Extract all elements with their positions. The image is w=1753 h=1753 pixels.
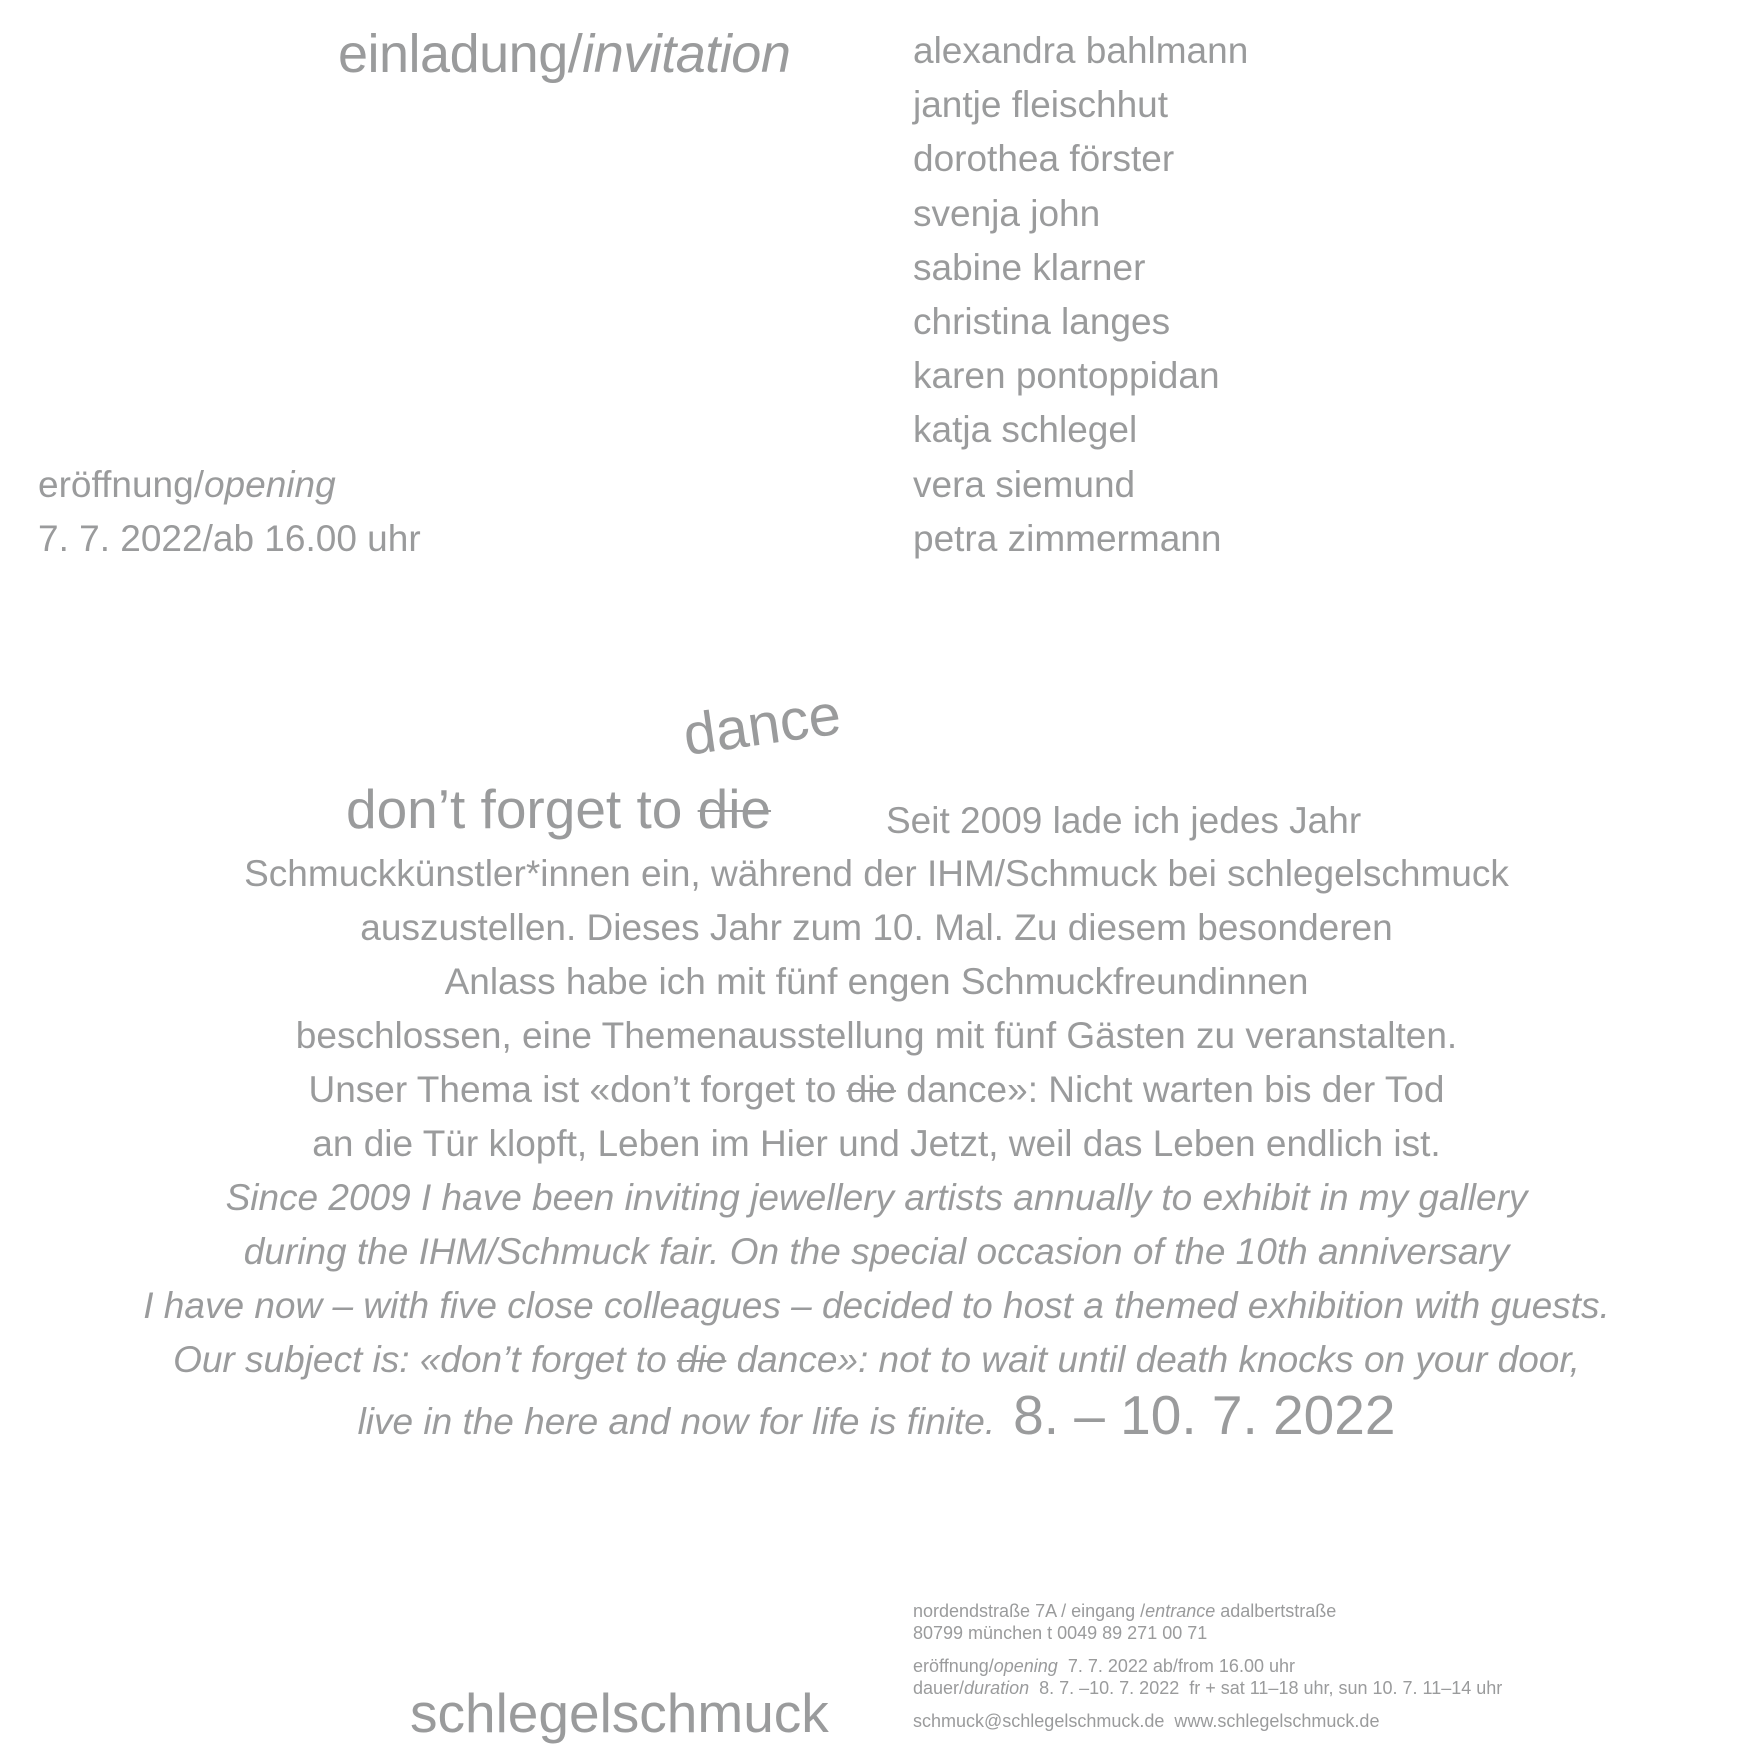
body-intro-first-line: Seit 2009 lade ich jedes Jahr — [886, 800, 1362, 841]
headline-struck-word: die — [697, 778, 772, 840]
artist-list — [913, 24, 1248, 566]
artist-name: katja schlegel — [913, 409, 1138, 451]
theme-after: dance»: Nicht warten bis der Tod — [896, 1069, 1445, 1110]
footer-duration-en: duration — [964, 1678, 1030, 1698]
headline — [346, 774, 771, 844]
body-line: I have now – with five close colleagues – decided to host a themed exhibition with guests. — [143, 1285, 1610, 1326]
artist-name: karen pontoppidan — [913, 355, 1220, 397]
address-entrance-label: entrance — [1145, 1601, 1216, 1621]
opening-label-de: eröffnung — [38, 464, 194, 505]
theme-before: Unser Thema ist «don’t forget to — [308, 1069, 847, 1110]
body-line: an die Tür klopft, Leben im Hier und Jetzt, weil das Leben endlich ist. — [312, 1123, 1441, 1164]
artist-name: petra zimmermann — [913, 517, 1222, 559]
exhibition-dates: 8. – 10. 7. 2022 — [1013, 1384, 1396, 1446]
footer-details — [913, 1600, 1502, 1732]
theme-struck-word: die — [846, 1069, 897, 1110]
body-last-line — [0, 1383, 1753, 1447]
body-english-last: live in the here and now for life is finite. — [357, 1401, 996, 1442]
artist-name: vera siemund — [913, 463, 1136, 505]
address-entrance-street: adalbertstraße — [1215, 1601, 1337, 1621]
footer-opening-line — [913, 1655, 1502, 1677]
theme-after: dance»: not to wait until death knocks on your door, — [726, 1339, 1580, 1380]
body-line: beschlossen, eine Themenausstellung mit fünf Gästen zu veranstalten. — [295, 1015, 1458, 1056]
footer-opening-de: eröffnung/ — [913, 1656, 994, 1676]
artist-name: sabine klarner — [913, 246, 1146, 288]
contact-line[interactable]: schmuck@schlegelschmuck.de www.schlegelschmuck.de — [913, 1711, 1380, 1731]
artist-name: dorothea förster — [913, 138, 1175, 180]
body-line: during the IHM/Schmuck fair. On the special occasion of the 10th anniversary — [243, 1231, 1510, 1272]
address-line-1 — [913, 1600, 1502, 1622]
opening-label-en: opening — [203, 464, 336, 505]
opening-date: 7. 7. 2022/ab 16.00 uhr — [38, 518, 421, 559]
invitation-title — [338, 22, 790, 86]
body-line: Schmuckkünstler*innen ein, während der IHM/Schmuck bei schlegelschmuck — [244, 853, 1509, 894]
artist-name: svenja john — [913, 192, 1101, 234]
artist-name: jantje fleischhut — [913, 84, 1169, 126]
body-line: Since 2009 I have been inviting jewellery artists annually to exhibit in my gallery — [225, 1177, 1528, 1218]
artist-name: christina langes — [913, 301, 1171, 343]
footer-opening-value: 7. 7. 2022 ab/from 16.00 uhr — [1057, 1656, 1295, 1676]
opening-label — [38, 458, 421, 512]
theme-struck-word: die — [676, 1339, 727, 1380]
body-line: Anlass habe ich mit fünf engen Schmuckfreundinnen — [444, 961, 1309, 1002]
address-line-2: 80799 münchen t 0049 89 271 00 71 — [913, 1623, 1208, 1643]
footer-opening-en: opening — [993, 1656, 1058, 1676]
headline-replacement-word: dance — [679, 681, 845, 768]
title-slash: / — [567, 24, 583, 84]
address-street: nordendstraße 7A / eingang / — [913, 1601, 1146, 1621]
theme-before: Our subject is: «don’t forget to — [173, 1339, 677, 1380]
title-de: einladung — [338, 24, 568, 84]
footer-duration-de: dauer/ — [913, 1678, 965, 1698]
footer-duration-line — [913, 1677, 1502, 1699]
footer-duration-value: 8. 7. –10. 7. 2022 fr + sat 11–18 uhr, sun 10. 7. 11–14 uhr — [1029, 1678, 1503, 1698]
body-line: auszustellen. Dieses Jahr zum 10. Mal. Zu diesem besonderen — [360, 907, 1393, 948]
body-english — [0, 1171, 1753, 1387]
opening-slash: / — [193, 464, 204, 505]
body-theme-line — [0, 1333, 1753, 1387]
body-theme-line — [0, 1063, 1753, 1117]
gallery-brand: schlegelschmuck — [410, 1682, 829, 1744]
body-german — [0, 847, 1753, 1171]
opening-info — [38, 458, 421, 566]
artist-name: alexandra bahlmann — [913, 30, 1249, 71]
headline-text: don’t forget to — [346, 778, 698, 840]
title-en: invitation — [582, 24, 791, 84]
